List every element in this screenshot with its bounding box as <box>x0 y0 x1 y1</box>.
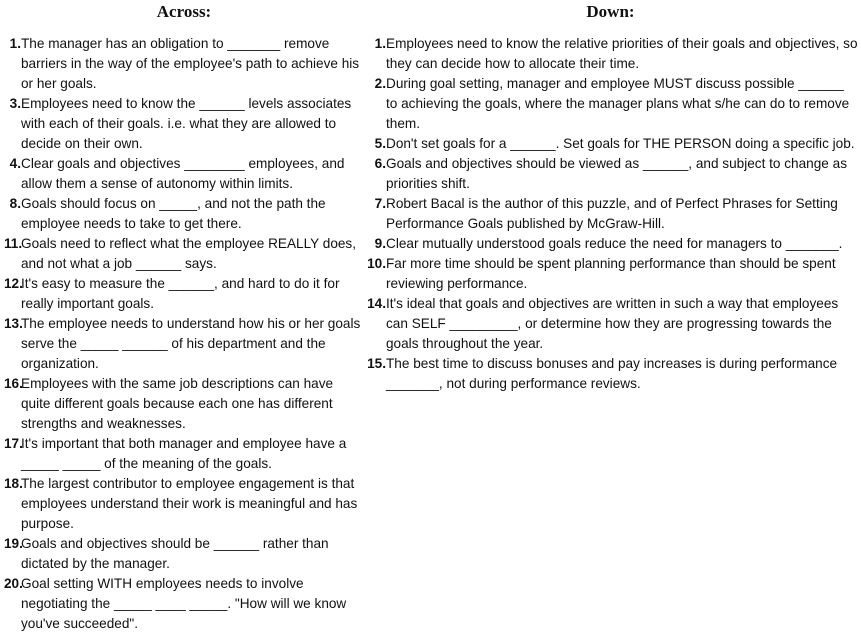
clue-number: 6. <box>374 156 386 171</box>
clue-text: Don't set goals for a ______. Set goals for THE PERSON doing a specific job. <box>386 136 855 151</box>
clue-item <box>363 154 858 194</box>
clue-item <box>4 434 364 474</box>
clue-item <box>4 274 364 314</box>
clue-item <box>4 534 364 574</box>
clue-item <box>4 474 364 534</box>
clue-number: 2. <box>374 76 386 91</box>
clue-text: Goals need to reflect what the employee REALLY does, and not what a job ______ says. <box>21 236 357 271</box>
clue-text: Far more time should be spent planning performance than should be spent reviewing performance. <box>386 256 836 291</box>
clue-text: The employee needs to understand how his or her goals serve the _____ ______ of his department and the organization. <box>21 316 361 371</box>
clue-text: The manager has an obligation to _______ remove barriers in the way of the employee's path to achieve his or her goals. <box>21 36 360 91</box>
down-heading: Down: <box>586 2 635 21</box>
clue-number: 16. <box>4 376 23 391</box>
clue-item <box>4 314 364 374</box>
clue-item <box>363 194 858 234</box>
clue-number: 13. <box>4 316 23 331</box>
clue-text: Goals and objectives should be viewed as ______, and subject to change as priorities shift. <box>386 156 847 191</box>
clue-item <box>363 34 858 74</box>
clue-number: 3. <box>9 96 21 111</box>
down-column <box>363 0 858 394</box>
clue-item <box>363 74 858 134</box>
clue-item <box>4 94 364 154</box>
clue-number: 5. <box>374 136 386 151</box>
clue-number: 1. <box>9 36 21 51</box>
clue-text: Employees with the same job descriptions can have quite different goals because each one has different strengths and weaknesses. <box>21 376 334 431</box>
clue-text: Clear mutually understood goals reduce the need for managers to _______. <box>386 236 843 251</box>
clue-item <box>4 234 364 274</box>
across-column <box>4 0 364 634</box>
clue-item <box>363 254 858 294</box>
clue-text: Employees need to know the relative priorities of their goals and objectives, so they can decide how to allocate their time. <box>386 36 858 71</box>
clue-item <box>4 194 364 234</box>
clue-number: 17. <box>4 436 23 451</box>
clue-text: The best time to discuss bonuses and pay increases is during performance _______, not during performance reviews. <box>386 356 838 391</box>
clue-item <box>363 134 858 154</box>
clue-text: Goals should focus on _____, and not the path the employee needs to take to get there. <box>21 196 326 231</box>
clue-number: 18. <box>4 476 23 491</box>
across-clue-list <box>4 34 364 634</box>
clue-text: Employees need to know the ______ levels associates with each of their goals. i.e. what they are allowed to decide on their own. <box>21 96 352 151</box>
clue-number: 9. <box>374 236 386 251</box>
clue-item <box>363 294 858 354</box>
across-heading: Across: <box>156 2 212 21</box>
clue-number: 10. <box>367 256 386 271</box>
clue-item <box>4 374 364 434</box>
down-clue-list <box>363 34 858 394</box>
clue-number: 20. <box>4 576 23 591</box>
clue-number: 12. <box>4 276 23 291</box>
clue-number: 14. <box>367 296 386 311</box>
clue-item <box>4 574 364 634</box>
clue-text: Robert Bacal is the author of this puzzle, and of Perfect Phrases for Setting Performance Goals published by McGraw-Hill. <box>386 196 838 231</box>
clue-number: 7. <box>374 196 386 211</box>
clue-item <box>4 34 364 94</box>
clue-text: It's important that both manager and employee have a _____ _____ of the meaning of the goals. <box>21 436 347 471</box>
clue-text: Clear goals and objectives ________ employees, and allow them a sense of autonomy within limits. <box>21 156 345 191</box>
clue-item <box>363 354 858 394</box>
clue-number: 15. <box>367 356 386 371</box>
clue-text: During goal setting, manager and employee MUST discuss possible ______ to achieving the goals, where the manager plans what s/he can do to remove them. <box>386 76 850 131</box>
clue-number: 1. <box>374 36 386 51</box>
clue-item <box>4 154 364 194</box>
clue-number: 19. <box>4 536 23 551</box>
clue-text: It's ideal that goals and objectives are written in such a way that employees can SELF _________, or determine how they are progressing towards the goals throughout the year. <box>386 296 839 351</box>
clue-text: It's easy to measure the ______, and hard to do it for really important goals. <box>21 276 340 311</box>
clue-number: 8. <box>9 196 21 211</box>
clue-item <box>363 234 858 254</box>
clue-text: Goals and objectives should be ______ rather than dictated by the manager. <box>21 536 329 571</box>
clue-text: The largest contributor to employee engagement is that employees understand their work is meaningful and has purpose. <box>21 476 358 531</box>
clue-number: 11. <box>4 236 23 251</box>
clue-text: Goal setting WITH employees needs to involve negotiating the _____ ____ _____. "How will we know you've succeeded". <box>21 576 347 631</box>
clue-number: 4. <box>9 156 21 171</box>
